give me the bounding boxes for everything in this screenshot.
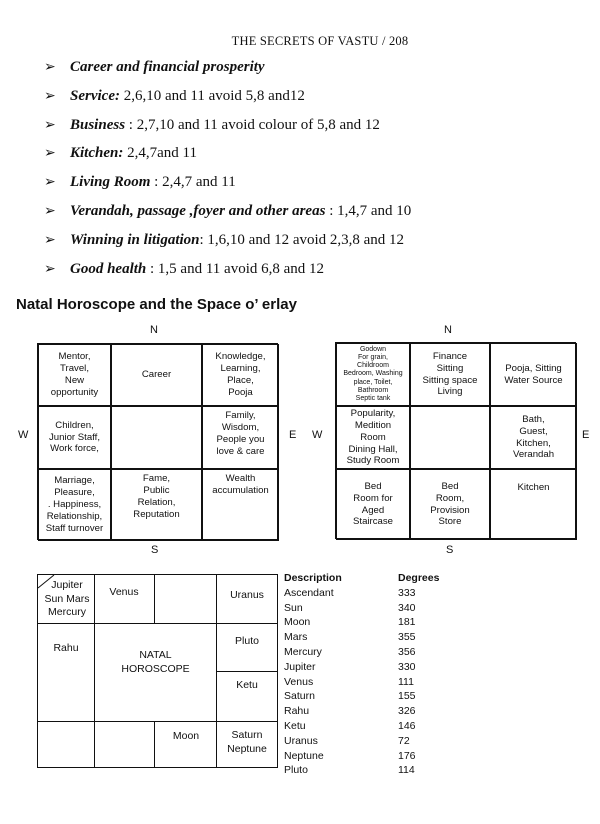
grid-cell-nw: Godown For grain, Childroom Bedroom, Washing place, Toilet, Bathroom Septic tank bbox=[336, 343, 410, 406]
row-degrees: 355 bbox=[398, 631, 416, 644]
bullet-label: Good health bbox=[70, 260, 147, 277]
row-description: Mercury bbox=[284, 645, 322, 658]
chart-divider bbox=[154, 575, 155, 623]
house-rahu: Rahu bbox=[53, 642, 79, 654]
chart-divider bbox=[216, 671, 277, 672]
house-ketu: Ketu bbox=[236, 679, 258, 691]
row-description: Neptune bbox=[284, 749, 324, 762]
house-uranus: Uranus bbox=[230, 589, 264, 601]
row-description: Pluto bbox=[284, 764, 308, 777]
row-description: Ascendant bbox=[284, 586, 334, 599]
row-degrees: 114 bbox=[398, 764, 415, 777]
grid-cell-s: Bed Room, Provision Store bbox=[410, 469, 490, 540]
grid-cell-e: Bath, Guest, Kitchen, Verandah bbox=[490, 406, 577, 469]
grid-cell-center bbox=[111, 406, 202, 469]
row-description: Moon bbox=[284, 616, 311, 629]
grid-cell-center bbox=[410, 406, 490, 469]
house-pluto: Pluto bbox=[235, 635, 259, 647]
arrow-bullet-icon: ➢ bbox=[44, 203, 56, 219]
table-row bbox=[284, 689, 439, 704]
section-title: Natal Horoscope and the Space o’ erlay bbox=[16, 296, 297, 313]
page-header: THE SECRETS OF VASTU / 208 bbox=[231, 34, 409, 48]
column-header-degrees: Degrees bbox=[398, 572, 440, 584]
space-grid-right bbox=[335, 342, 576, 539]
bullet-label: Career and financial prosperity bbox=[70, 59, 265, 75]
south-label: S bbox=[446, 544, 454, 556]
horoscope-center-label: NATAL HOROSCOPE bbox=[121, 649, 190, 675]
row-degrees: 181 bbox=[398, 616, 416, 629]
chart-divider bbox=[38, 623, 277, 624]
row-degrees: 155 bbox=[398, 690, 416, 703]
bullet-text: 2,6,10 and 11 avoid 5,8 and12 bbox=[119, 87, 305, 104]
bullet-label: Service: bbox=[70, 87, 120, 104]
row-description: Venus bbox=[284, 675, 314, 688]
table-header-row bbox=[284, 571, 439, 586]
arrow-bullet-icon: ➢ bbox=[44, 117, 56, 133]
row-description: Uranus bbox=[284, 734, 318, 747]
bullet-label: Kitchen: bbox=[70, 145, 124, 162]
bullet-text: : 2,4,7 and 11 bbox=[150, 174, 236, 191]
row-degrees: 146 bbox=[398, 719, 416, 732]
table-row bbox=[284, 719, 439, 734]
row-description: Jupiter bbox=[284, 660, 316, 673]
arrow-bullet-icon: ➢ bbox=[44, 88, 56, 104]
row-description: Saturn bbox=[284, 690, 315, 703]
bullet-label: Winning in litigation bbox=[70, 231, 200, 248]
table-row bbox=[284, 586, 439, 601]
bullet-text: : 1,4,7 and 10 bbox=[325, 202, 412, 219]
grid-cell-se: Wealth accumulation bbox=[202, 469, 279, 541]
bullet-label: Verandah, passage ,foyer and other areas bbox=[70, 202, 326, 219]
row-degrees: 111 bbox=[398, 675, 414, 688]
grid-cell-nw: Mentor, Travel, New opportunity bbox=[38, 344, 111, 406]
chart-divider bbox=[38, 721, 277, 722]
arrow-bullet-icon: ➢ bbox=[44, 232, 56, 248]
grid-cell-n: Career bbox=[111, 344, 202, 406]
grid-cell-s: Fame, Public Relation, Reputation bbox=[111, 469, 202, 541]
row-degrees: 330 bbox=[398, 660, 416, 673]
grid-cell-ne: Knowledge, Learning, Place, Pooja bbox=[202, 344, 279, 406]
grid-cell-sw: Marriage, Pleasure, . Happiness, Relationship, Staff turnover bbox=[38, 469, 111, 541]
grid-cell-n: Finance Sitting Sitting space Living bbox=[410, 343, 490, 406]
house-venus: Venus bbox=[109, 586, 139, 598]
row-degrees: 176 bbox=[398, 749, 416, 762]
grid-cell-w: Children, Junior Staff, Work force, bbox=[38, 406, 111, 469]
bullet-item bbox=[44, 114, 584, 143]
row-description: Ketu bbox=[284, 719, 306, 732]
east-label: E bbox=[582, 429, 590, 441]
bullet-label: Business bbox=[70, 116, 126, 133]
table-row bbox=[284, 660, 439, 675]
west-label: W bbox=[18, 429, 29, 441]
grid-cell-se: Kitchen bbox=[490, 469, 577, 540]
bullet-label: Living Room bbox=[70, 174, 151, 191]
bullet-item bbox=[44, 142, 584, 171]
grid-cell-sw: Bed Room for Aged Staircase bbox=[336, 469, 410, 540]
table-row bbox=[284, 749, 439, 764]
degrees-table bbox=[284, 571, 439, 778]
chart-divider bbox=[154, 721, 155, 767]
bullet-item bbox=[44, 200, 584, 229]
row-degrees: 340 bbox=[398, 601, 416, 614]
west-label: W bbox=[312, 429, 323, 441]
row-description: Sun bbox=[284, 601, 303, 614]
grid-cell-e: Family, Wisdom, People you love & care bbox=[202, 406, 279, 469]
bullet-text: 2,4,7and 11 bbox=[123, 145, 197, 162]
table-row bbox=[284, 615, 439, 630]
arrow-bullet-icon: ➢ bbox=[44, 146, 56, 162]
row-degrees: 326 bbox=[398, 705, 416, 718]
column-header-description: Description bbox=[284, 572, 342, 584]
house-saturn-neptune: Saturn Neptune bbox=[227, 729, 267, 755]
north-label: N bbox=[150, 324, 158, 336]
natal-horoscope-chart bbox=[37, 574, 278, 768]
grid-cell-w: Popularity, Medition Room Dining Hall, Study Room bbox=[336, 406, 410, 469]
bullet-item bbox=[44, 85, 584, 114]
table-row bbox=[284, 734, 439, 749]
bullet-item bbox=[44, 258, 584, 287]
arrow-bullet-icon: ➢ bbox=[44, 60, 56, 75]
space-grid-left bbox=[37, 343, 278, 540]
bullet-text: : 2,7,10 and 11 avoid colour of 5,8 and 12 bbox=[125, 116, 380, 133]
table-row bbox=[284, 704, 439, 719]
north-label: N bbox=[444, 324, 452, 336]
bullet-item bbox=[44, 171, 584, 200]
row-degrees: 72 bbox=[398, 734, 410, 747]
south-label: S bbox=[151, 544, 159, 556]
table-row bbox=[284, 645, 439, 660]
table-row bbox=[284, 630, 439, 645]
table-row bbox=[284, 601, 439, 616]
chart-divider bbox=[216, 575, 217, 767]
row-description: Rahu bbox=[284, 705, 310, 718]
bullet-text: : 1,6,10 and 12 avoid 2,3,8 and 12 bbox=[199, 231, 405, 248]
row-degrees: 356 bbox=[398, 645, 416, 658]
table-row bbox=[284, 763, 439, 778]
row-description: Mars bbox=[284, 631, 308, 644]
bullet-text: : 1,5 and 11 avoid 6,8 and 12 bbox=[146, 260, 325, 277]
grid-cell-ne: Pooja, Sitting Water Source bbox=[490, 343, 577, 406]
bullet-item bbox=[44, 229, 584, 258]
house-moon: Moon bbox=[172, 730, 200, 742]
arrow-bullet-icon: ➢ bbox=[44, 175, 56, 191]
row-degrees: 333 bbox=[398, 586, 416, 599]
arrow-bullet-icon: ➢ bbox=[44, 261, 56, 277]
bullet-list bbox=[44, 56, 584, 286]
house-jupiter-sun-mars-mercury: Jupiter Sun Mars Mercury bbox=[44, 579, 90, 619]
bullet-item bbox=[44, 56, 584, 85]
east-label: E bbox=[289, 429, 297, 441]
table-row bbox=[284, 675, 439, 690]
